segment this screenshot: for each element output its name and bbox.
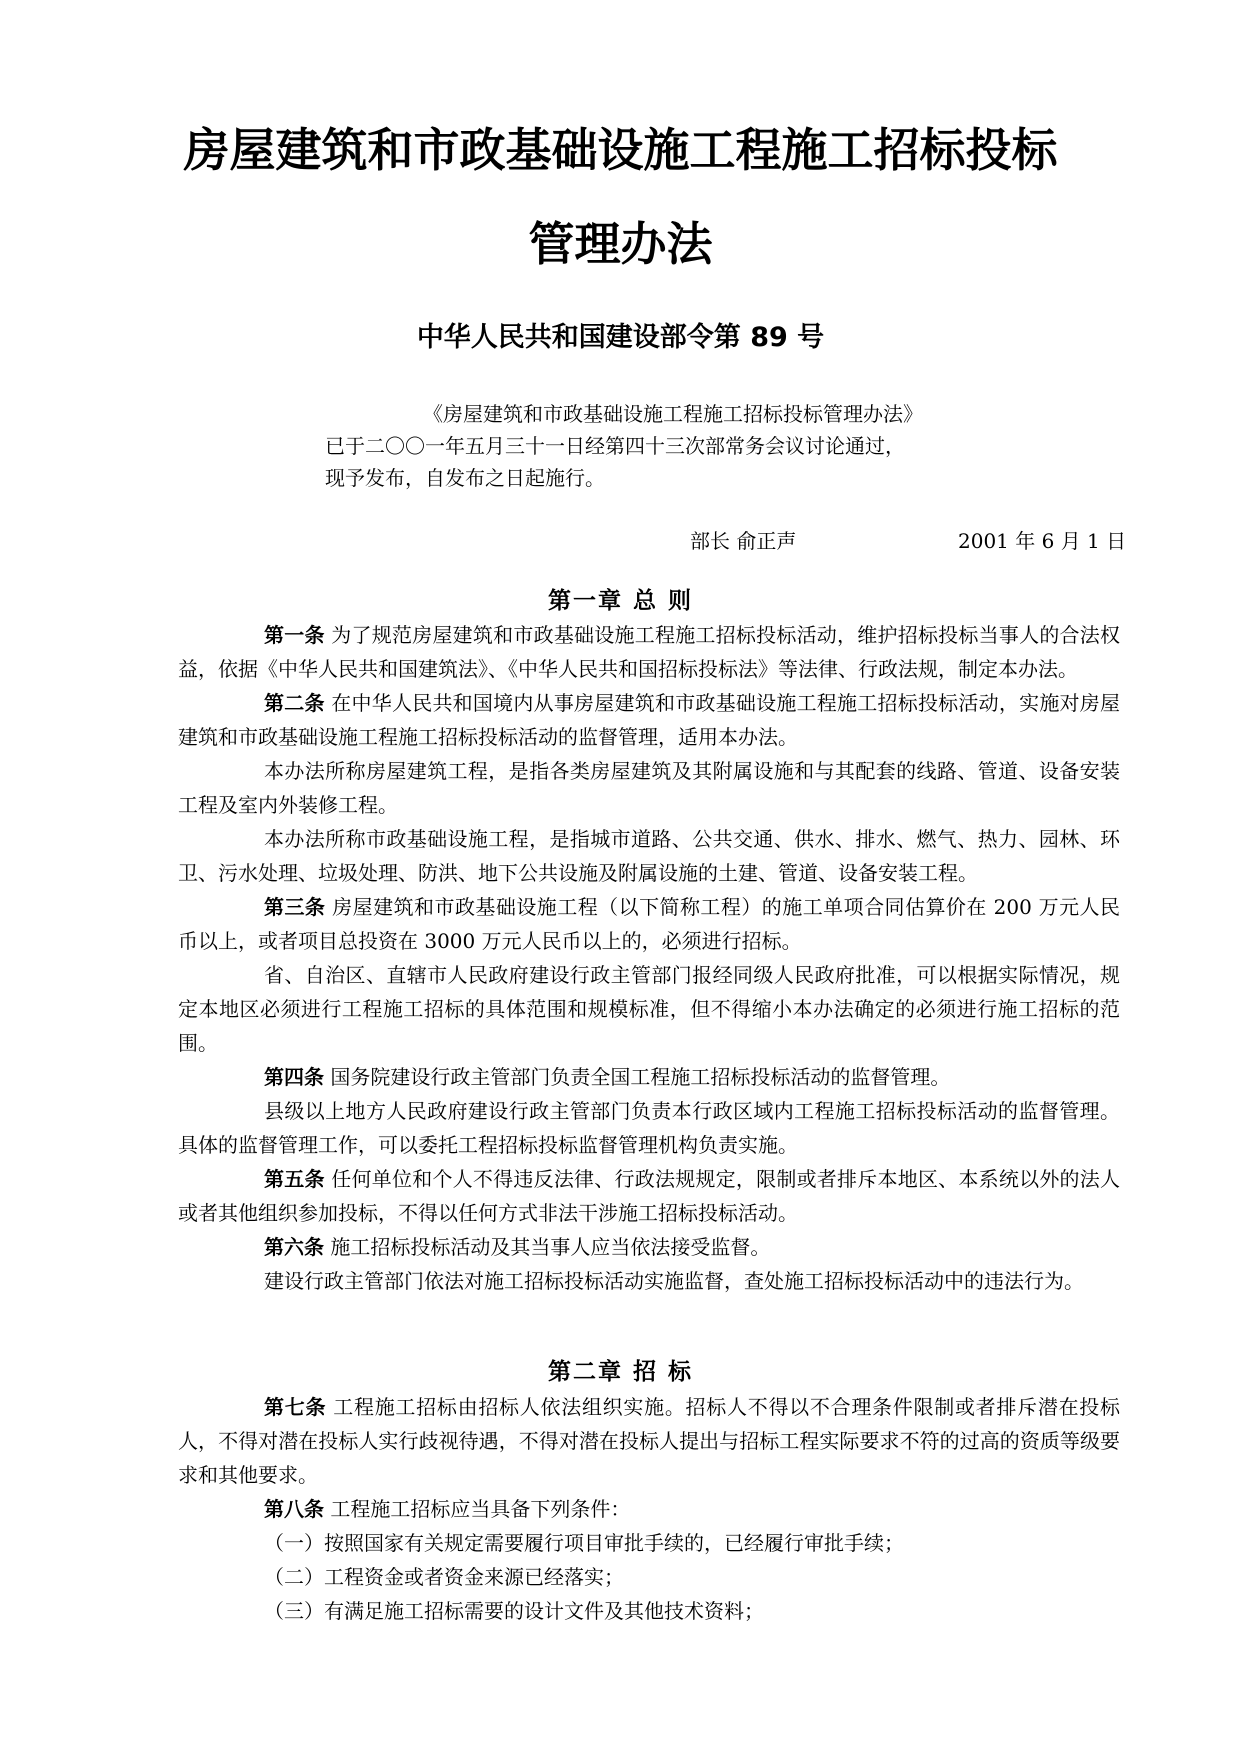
article-text: 国务院建设行政主管部门负责全国工程施工招标投标活动的监督管理。	[330, 1065, 951, 1089]
article-label: 第四条	[264, 1065, 324, 1089]
article	[178, 686, 1120, 754]
chapter-body	[178, 618, 1120, 1298]
article-label: 第二条	[264, 691, 325, 715]
article-text: 为了规范房屋建筑和市政基础设施工程施工招标投标活动，维护招标投标当事人的合法权益，依据《中华人民共和国建筑法》、《中华人民共和国招标投标法》等法律、行政法规，制定本办法。	[178, 623, 1121, 681]
article-label: 第七条	[264, 1395, 327, 1419]
article-paragraph: 省、自治区、直辖市人民政府建设行政主管部门报经同级人民政府批准，可以根据实际情况，规定本地区必须进行工程施工招标的具体范围和规模标准，但不得缩小本办法确定的必须进行施工招标的范围。	[178, 963, 1120, 1055]
chapter-heading: 第一章 总 则	[547, 588, 693, 614]
article	[178, 618, 1120, 686]
article	[178, 1492, 1120, 1526]
article-text: 工程施工招标应当具备下列条件：	[330, 1497, 631, 1521]
article	[178, 890, 1120, 958]
article-label: 第八条	[264, 1497, 324, 1521]
article-text: 工程施工招标由招标人依法组织实施。招标人不得以不合理条件限制或者排斥潜在投标人，不得对潜在投标人实行歧视待遇，不得对潜在投标人提出与招标工程实际要求不符的过高的资质等级要求和其他要求。	[178, 1395, 1121, 1487]
article-label: 第六条	[264, 1235, 324, 1259]
preamble-line: 《房屋建筑和市政基础设施工程施工招标投标管理办法》	[423, 402, 923, 426]
article-paragraph: 建设行政主管部门依法对施工招标投标活动实施监督，查处施工招标投标活动中的违法行为。	[264, 1269, 1084, 1293]
list-item: （三）有满足施工招标需要的设计文件及其他技术资料；	[264, 1599, 764, 1623]
list-item: （一）按照国家有关规定需要履行项目审批手续的，已经履行审批手续；	[264, 1531, 904, 1555]
article	[178, 1390, 1120, 1492]
document-title-line1: 房屋建筑和市政基础设施工程施工招标投标	[183, 123, 1058, 177]
article-paragraph: 县级以上地方人民政府建设行政主管部门负责本行政区域内工程施工招标投标活动的监督管理。具体的监督管理工作，可以委托工程招标投标监督管理机构负责实施。	[178, 1099, 1120, 1157]
article	[178, 1060, 1120, 1094]
signatory: 部长 俞正声	[690, 529, 797, 553]
decree-number: 中华人民共和国建设部令第 89 号	[416, 322, 825, 353]
list-item: （二）工程资金或者资金来源已经落实；	[264, 1565, 624, 1589]
article-text: 房屋建筑和市政基础设施工程（以下简称工程）的施工单项合同估算价在 200 万元人民币以上，或者项目总投资在 3000 万元人民币以上的，必须进行招标。	[178, 895, 1121, 953]
preamble-line: 现予发布，自发布之日起施行。	[325, 466, 605, 490]
article-paragraph: 本办法所称房屋建筑工程，是指各类房屋建筑及其附属设施和与其配套的线路、管道、设备安装工程及室内外装修工程。	[178, 759, 1120, 817]
preamble-line: 已于二〇〇一年五月三十一日经第四十三次部常务会议讨论通过，	[325, 434, 905, 458]
article-label: 第一条	[264, 623, 325, 647]
article-text: 任何单位和个人不得违反法律、行政法规规定，限制或者排斥本地区、本系统以外的法人或者其他组织参加投标，不得以任何方式非法干涉施工招标投标活动。	[178, 1167, 1121, 1225]
article	[178, 1230, 1120, 1264]
signing-date: 2001 年 6 月 1 日	[958, 529, 1127, 553]
preamble	[325, 398, 975, 494]
chapter-body	[178, 1390, 1120, 1628]
article-text: 施工招标投标活动及其当事人应当依法接受监督。	[330, 1235, 771, 1259]
article-label: 第五条	[264, 1167, 325, 1191]
article-label: 第三条	[264, 895, 326, 919]
article	[178, 1162, 1120, 1230]
document-title-line2: 管理办法	[528, 217, 713, 271]
article-paragraph: 本办法所称市政基础设施工程，是指城市道路、公共交通、供水、排水、燃气、热力、园林、环卫、污水处理、垃圾处理、防洪、地下公共设施及附属设施的土建、管道、设备安装工程。	[178, 827, 1120, 885]
article-text: 在中华人民共和国境内从事房屋建筑和市政基础设施工程施工招标投标活动，实施对房屋建筑和市政基础设施工程施工招标投标活动的监督管理，适用本办法。	[178, 691, 1121, 749]
chapter-heading: 第二章 招 标	[547, 1359, 693, 1385]
